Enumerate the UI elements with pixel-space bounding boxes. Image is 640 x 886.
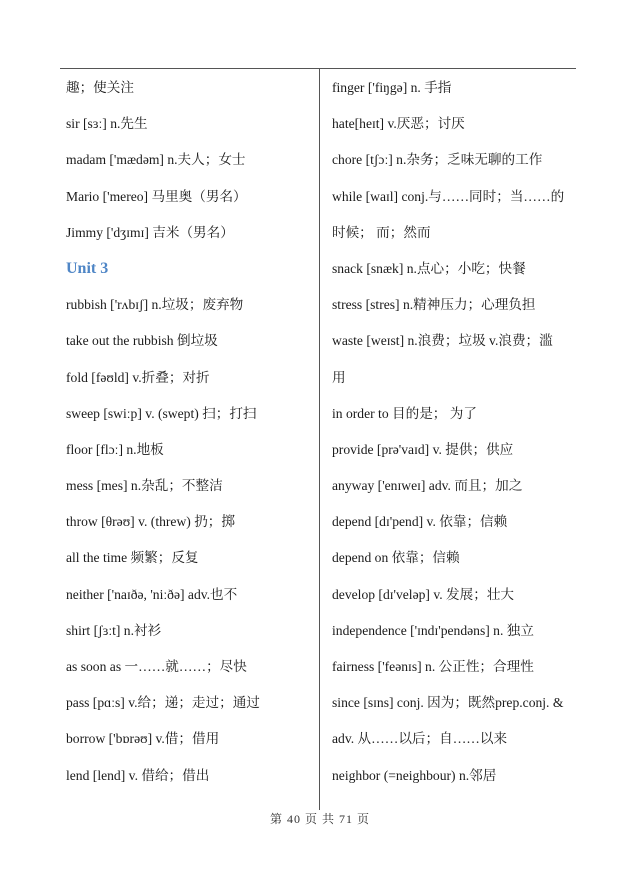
right-vocab-line: depend [dɪ'pend] v. 依靠；信赖 <box>332 514 508 530</box>
top-rule <box>60 68 576 69</box>
right-vocab-line: adv. 从……以后；自……以来 <box>332 731 508 747</box>
right-vocab-line: waste [weɪst] n.浪费；垃圾 v.浪费；滥 <box>332 333 553 349</box>
left-vocab-line: lend [lend] v. 借给；借出 <box>66 767 210 783</box>
left-vocab-line: madam ['mædəm] n.夫人；女士 <box>66 152 246 168</box>
right-vocab-line: since [sɪns] conj. 因为；既然prep.conj. & <box>332 695 564 711</box>
left-vocab-line: floor [flɔː] n.地板 <box>66 441 164 457</box>
column-divider <box>319 68 320 810</box>
left-vocab-line: take out the rubbish 倒垃圾 <box>66 333 218 349</box>
right-vocab-line: independence ['ɪndɪ'pendəns] n. 独立 <box>332 622 534 638</box>
right-vocab-line: 时候； 而；然而 <box>332 224 431 240</box>
left-vocab-line: fold [fəʊld] v.折叠；对折 <box>66 369 210 385</box>
left-vocab-line: shirt [ʃɜːt] n.衬衫 <box>66 622 162 638</box>
left-vocab-line: 趣；使关注 <box>66 80 134 95</box>
unit-heading: Unit 3 <box>66 259 109 277</box>
right-vocab-line: hate[heɪt] v.厌恶；讨厌 <box>332 116 465 132</box>
left-vocab-line: mess [mes] n.杂乱；不整洁 <box>66 478 223 494</box>
right-vocab-line: while [waɪl] conj.与……同时；当……的 <box>332 188 565 204</box>
left-vocab-line: pass [pɑːs] v.给；递；走过；通过 <box>66 695 260 711</box>
right-vocab-line: 用 <box>332 369 346 385</box>
right-vocab-line: provide [prə'vaɪd] v. 提供；供应 <box>332 441 514 457</box>
right-vocab-line: stress [stres] n.精神压力；心理负担 <box>332 297 536 313</box>
page-footer: 第 40 页 共 71 页 <box>269 812 370 826</box>
right-column <box>332 70 578 794</box>
left-vocab-line: neither ['naɪðə, 'niːðə] adv.也不 <box>66 586 238 602</box>
right-vocab-line: chore [tʃɔː] n.杂务；乏味无聊的工作 <box>332 152 543 168</box>
right-vocab-line: neighbor (=neighbour) n.邻居 <box>332 767 497 783</box>
right-vocab-line: finger ['fiŋgə] n. 手指 <box>332 80 452 95</box>
left-vocab-line: as soon as 一……就……；尽快 <box>66 659 247 674</box>
right-vocab-line: depend on 依靠；信赖 <box>332 550 460 566</box>
left-column <box>66 70 311 794</box>
left-vocab-line: Mario ['mereo] 马里奥（男名） <box>66 188 247 204</box>
left-vocab-line: rubbish ['rʌbɪʃ] n.垃圾；废弃物 <box>66 297 244 313</box>
right-vocab-line: develop [dɪ'veləp] v. 发展；壮大 <box>332 586 515 602</box>
left-vocab-line: borrow ['bɒrəʊ] v.借；借用 <box>66 731 220 747</box>
right-vocab-line: anyway ['enɪweɪ] adv. 而且；加之 <box>332 478 523 494</box>
right-vocab-line: in order to 目的是； 为了 <box>332 405 477 421</box>
left-vocab-line: sweep [swiːp] v. (swept) 扫；打扫 <box>66 405 257 421</box>
left-vocab-line: throw [θrəʊ] v. (threw) 扔；掷 <box>66 514 235 530</box>
left-vocab-line: all the time 频繁；反复 <box>66 550 199 566</box>
right-vocab-line: fairness ['feənɪs] n. 公正性；合理性 <box>332 659 534 674</box>
right-vocab-line: snack [snæk] n.点心；小吃；快餐 <box>332 260 526 276</box>
left-vocab-line: Jimmy ['dʒɪmɪ] 吉米（男名） <box>66 224 234 240</box>
left-vocab-line: sir [sɜː] n.先生 <box>66 116 148 132</box>
